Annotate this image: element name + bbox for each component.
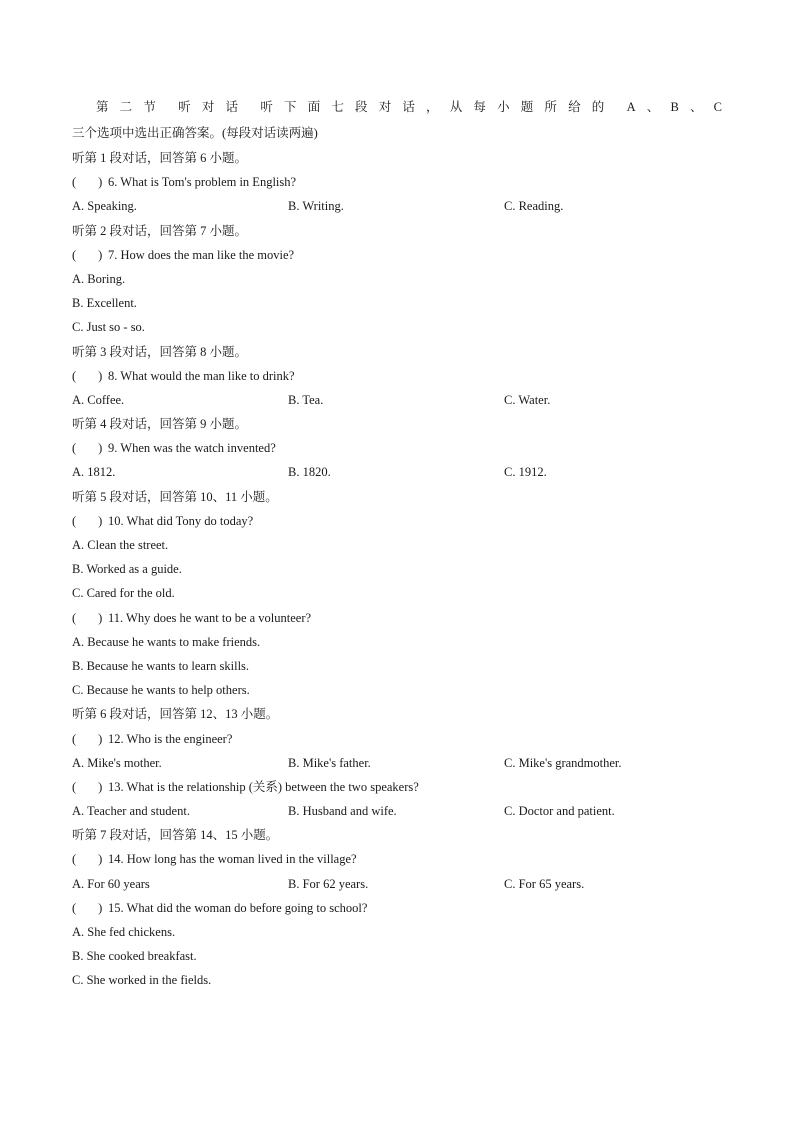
- option-b[interactable]: B. For 62 years.: [288, 876, 369, 891]
- answer-blank[interactable]: [72, 243, 108, 267]
- option-c[interactable]: C. Doctor and patient.: [504, 804, 615, 819]
- option-b[interactable]: B. Tea.: [288, 392, 324, 407]
- answer-blank[interactable]: [72, 364, 108, 388]
- intro-char: 的: [591, 100, 605, 114]
- dialogue-block: [72, 219, 722, 340]
- question-text: 9. When was the watch invented?: [108, 441, 276, 456]
- question-stem: [72, 896, 722, 920]
- option-b[interactable]: B. Writing.: [288, 199, 344, 214]
- intro-char: 、: [646, 100, 660, 114]
- dialogue-block: [72, 340, 722, 413]
- option-c[interactable]: C. Because he wants to help others.: [72, 683, 250, 698]
- dialogue-block: [72, 485, 722, 703]
- dialogue-label: 听第 2 段对话，回答第 7 小题。: [72, 223, 248, 238]
- intro-char: 话: [402, 100, 415, 114]
- dialogue-label: 听第 4 段对话，回答第 9 小题。: [72, 417, 248, 432]
- intro-char: 第: [96, 100, 109, 114]
- intro-char: 下: [284, 100, 297, 114]
- open-paren: (: [72, 900, 77, 915]
- open-paren: (: [72, 852, 77, 867]
- intro-char: 所: [544, 100, 557, 114]
- intro-char: 话: [225, 100, 239, 114]
- dialogue-block: [72, 412, 722, 485]
- option-b[interactable]: B. Excellent.: [72, 296, 137, 311]
- intro-char: 节: [143, 100, 156, 114]
- open-paren: (: [72, 779, 77, 794]
- question-stem: [72, 847, 722, 871]
- option-c[interactable]: C. Water.: [504, 392, 551, 407]
- close-paren: ): [98, 900, 103, 915]
- question-text: 6. What is Tom's problem in English?: [108, 175, 297, 190]
- intro-char: 段: [355, 100, 368, 114]
- option-b[interactable]: B. Because he wants to learn skills.: [72, 658, 250, 673]
- intro-char: B: [670, 100, 679, 114]
- option-a[interactable]: A. Because he wants to make friends.: [72, 634, 261, 649]
- intro-char: 给: [568, 100, 581, 114]
- answer-blank[interactable]: [72, 170, 108, 194]
- dialogue-label: 听第 3 段对话，回答第 8 小题。: [72, 344, 248, 359]
- close-paren: ): [98, 610, 103, 625]
- open-paren: (: [72, 175, 77, 190]
- answer-blank[interactable]: [72, 775, 108, 799]
- question-stem: [72, 170, 722, 194]
- question-stem: [72, 509, 722, 533]
- option-a[interactable]: A. Teacher and student.: [72, 804, 190, 819]
- intro-char: 、: [689, 100, 703, 114]
- open-paren: (: [72, 731, 77, 746]
- option-c[interactable]: C. Reading.: [504, 199, 564, 214]
- intro-char: 从: [449, 100, 463, 114]
- section-heading: [72, 94, 722, 146]
- open-paren: (: [72, 610, 77, 625]
- answer-blank[interactable]: [72, 847, 108, 871]
- close-paren: ): [98, 368, 103, 383]
- option-a[interactable]: A. Coffee.: [72, 392, 125, 407]
- option-c[interactable]: C. Just so - so.: [72, 320, 145, 335]
- intro-char: 面: [307, 100, 321, 114]
- answer-blank[interactable]: [72, 727, 108, 751]
- intro-char: 对: [201, 100, 215, 114]
- dialogue-block: [72, 702, 722, 823]
- options-row: [72, 799, 722, 823]
- question-text: 8. What would the man like to drink?: [108, 368, 295, 383]
- section-intro-line2: 三个选项中选出正确答案。(每段对话读两遍): [72, 126, 318, 140]
- option-a[interactable]: A. 1812.: [72, 465, 116, 480]
- option-b[interactable]: B. She cooked breakfast.: [72, 949, 197, 964]
- option-b[interactable]: B. 1820.: [288, 465, 331, 480]
- dialogue-label: 听第 7 段对话，回答第 14、15 小题。: [72, 828, 279, 843]
- intro-char: 小: [497, 100, 510, 114]
- intro-char: 听: [260, 100, 273, 114]
- question-text: 14. How long has the woman lived in the village?: [108, 852, 357, 867]
- question-text: 10. What did Tony do today?: [108, 513, 254, 528]
- intro-char: A: [626, 100, 636, 114]
- question-text: 13. What is the relationship (关系) between the two speakers?: [108, 779, 419, 794]
- question-stem: [72, 364, 722, 388]
- dialogue-label: 听第 5 段对话，回答第 10、11 小题。: [72, 489, 278, 504]
- option-a[interactable]: A. Clean the street.: [72, 538, 169, 552]
- question-text: 7. How does the man like the movie?: [108, 247, 295, 262]
- options-row: [72, 460, 722, 484]
- option-b[interactable]: B. Worked as a guide.: [72, 562, 182, 577]
- option-c[interactable]: C. She worked in the fields.: [72, 973, 212, 988]
- option-b[interactable]: B. Mike's father.: [288, 755, 371, 770]
- option-c[interactable]: C. For 65 years.: [504, 876, 585, 891]
- close-paren: ): [98, 731, 103, 746]
- close-paren: ): [98, 513, 103, 528]
- options-row: [72, 194, 722, 218]
- options-row: [72, 872, 722, 896]
- option-a[interactable]: A. She fed chickens.: [72, 925, 176, 939]
- question-stem: [72, 727, 722, 751]
- option-a[interactable]: A. For 60 years: [72, 876, 150, 891]
- dialogue-label: 听第 1 段对话，回答第 6 小题。: [72, 151, 248, 165]
- intro-char: 每: [473, 100, 486, 114]
- close-paren: ): [98, 441, 103, 456]
- option-c[interactable]: C. Mike's grandmother.: [504, 755, 622, 770]
- option-a[interactable]: A. Speaking.: [72, 199, 137, 214]
- dialogue-label: 听第 6 段对话，回答第 12、13 小题。: [72, 707, 279, 722]
- close-paren: ): [98, 247, 103, 262]
- answer-blank[interactable]: [72, 896, 108, 920]
- intro-char: C: [713, 100, 722, 114]
- dialogue-block: [72, 823, 722, 992]
- worksheet-page: [72, 94, 722, 993]
- answer-blank[interactable]: [72, 436, 108, 460]
- intro-char: 题: [520, 100, 534, 114]
- option-a[interactable]: A. Mike's mother.: [72, 755, 162, 770]
- question-stem: [72, 606, 722, 630]
- open-paren: (: [72, 513, 77, 528]
- question-stem: [72, 436, 722, 460]
- section-intro-line1: [72, 94, 722, 120]
- option-c[interactable]: C. Cared for the old.: [72, 586, 175, 601]
- question-stem: [72, 775, 722, 799]
- open-paren: (: [72, 441, 77, 456]
- intro-char: 听: [178, 100, 191, 114]
- open-paren: (: [72, 368, 77, 383]
- option-b[interactable]: B. Husband and wife.: [288, 804, 397, 819]
- close-paren: ): [98, 852, 103, 867]
- question-stem: [72, 243, 722, 267]
- option-a[interactable]: A. Boring.: [72, 271, 126, 286]
- intro-char: 对: [378, 100, 392, 114]
- answer-blank[interactable]: [72, 509, 108, 533]
- close-paren: ): [98, 175, 103, 190]
- intro-char: 七: [331, 100, 344, 114]
- options-row: [72, 388, 722, 412]
- close-paren: ): [98, 779, 103, 794]
- answer-blank[interactable]: [72, 606, 108, 630]
- question-text: 15. What did the woman do before going to school?: [108, 900, 368, 915]
- open-paren: (: [72, 247, 77, 262]
- intro-char: ，: [426, 100, 439, 114]
- intro-char: 二: [119, 100, 133, 114]
- dialogue-list: [72, 146, 722, 993]
- question-text: 11. Why does he want to be a volunteer?: [108, 610, 312, 625]
- question-text: 12. Who is the engineer?: [108, 731, 233, 746]
- option-c[interactable]: C. 1912.: [504, 465, 547, 480]
- options-row: [72, 751, 722, 775]
- dialogue-block: [72, 146, 722, 219]
